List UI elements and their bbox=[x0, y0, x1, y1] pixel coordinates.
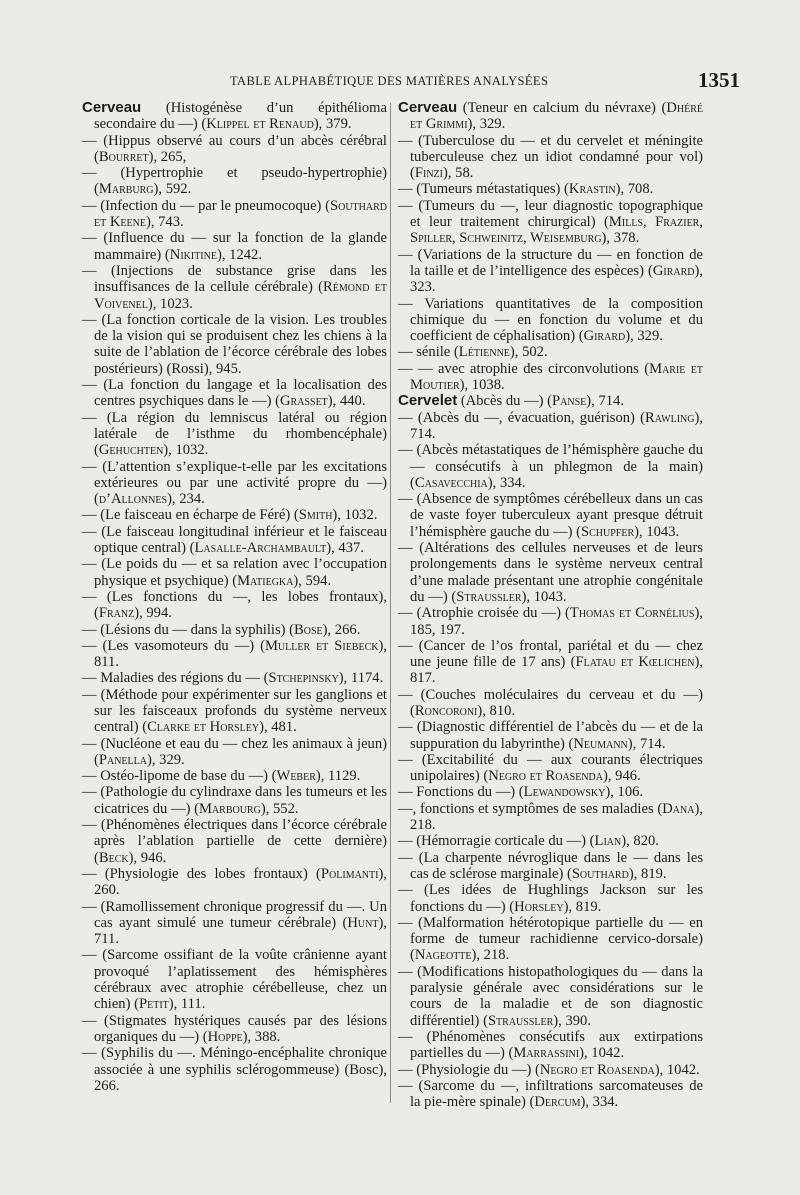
index-entry bbox=[398, 361, 703, 394]
index-entry bbox=[82, 622, 387, 638]
entry-text: — (Modifications histopathologiques du — dans la paralysie générale avec considérations sur le cours de la maladie et de son diagnostic différentiel) ( bbox=[398, 963, 703, 1029]
entry-author: Southard et Keene bbox=[94, 197, 387, 231]
entry-author: Létienne bbox=[458, 344, 510, 361]
entry-text: — (Malformation hétérotopique partielle du — en forme de tumeur rachidienne cervico-dorsale) ( bbox=[398, 914, 703, 964]
page-header bbox=[80, 68, 740, 98]
entry-text: ), 594. bbox=[293, 572, 332, 589]
entry-text: — (Méthode pour expérimenter sur les ganglions et sur les faisceaux profonds du système nerveux central) ( bbox=[82, 686, 387, 736]
entry-text: — (Excitabilité du — aux courants électriques unipolaires) ( bbox=[398, 751, 703, 785]
right-column bbox=[398, 100, 703, 1110]
index-entry bbox=[398, 850, 703, 883]
entry-text: — (Variations de la structure du — en fonction de la taille et de l’intelligence des espèces) ( bbox=[398, 246, 703, 279]
entry-text: — Fonctions du —) ( bbox=[398, 784, 524, 801]
entry-text: — (Abcès métastatiques de l’hémisphère gauche du — consécutifs à un phlegmon de la main) ( bbox=[398, 442, 703, 491]
index-entry bbox=[398, 247, 703, 296]
page-number: 1351 bbox=[698, 68, 740, 92]
entry-text: — (Le faisceau longitudinal inférieur et le faisceau optique central) ( bbox=[82, 523, 387, 557]
entry-text: — (Tumeurs du —, leur diagnostic topographique et leur traitement chirurgical) ( bbox=[398, 197, 703, 231]
index-entry bbox=[398, 638, 703, 687]
entry-author: Dhéré et Grimmi bbox=[410, 100, 703, 133]
entry-text: — (Sarcome du —, infiltrations sarcomateuses de la pie-mère spinale) ( bbox=[398, 1077, 703, 1111]
entry-text: — (Syphilis du —. Méningo-encéphalite chronique associée à une syphilis sclérogommeuse) (Bosc), 266. bbox=[82, 1045, 387, 1094]
entry-text: — (Phénomènes consécutifs aux extirpations partielles du —) ( bbox=[398, 1028, 703, 1062]
entry-author: Marrassini bbox=[513, 1045, 580, 1062]
index-entry bbox=[82, 589, 387, 622]
entry-author: Roncoroni bbox=[414, 702, 478, 719]
entry-text: — (Physiologie des lobes frontaux) ( bbox=[82, 865, 321, 882]
index-entry bbox=[398, 915, 703, 964]
entry-text: — (Abcès du —, évacuation, guérison) ( bbox=[398, 409, 645, 426]
entry-text: — (Pathologie du cylindraxe dans les tumeurs et les cicatrices du —) ( bbox=[82, 784, 387, 817]
entry-author: Dana bbox=[662, 800, 695, 817]
entry-text: — (L’attention s’explique-t-elle par les excitations extérieures ou par une activité propre du —) ( bbox=[82, 458, 387, 508]
entry-author: Matiegka bbox=[237, 572, 294, 589]
index-entry bbox=[82, 410, 387, 459]
entry-author: Stchepinsky bbox=[268, 670, 339, 687]
entry-author: Schupfer bbox=[581, 523, 635, 540]
index-entry bbox=[82, 947, 387, 1012]
entry-text: ), 946. bbox=[603, 768, 641, 785]
entry-text: ), 819. bbox=[628, 865, 667, 882]
entry-author: Marbourg bbox=[198, 800, 261, 817]
entry-text: — (Stigmates hystériques causés par des lésions organiques du —) ( bbox=[82, 1012, 387, 1045]
entry-text: — Ostéo-lipome de base du —) ( bbox=[82, 768, 277, 785]
column-divider bbox=[390, 103, 391, 1103]
entry-author: Lasalle-Archambault bbox=[194, 540, 327, 557]
index-entry bbox=[398, 198, 703, 247]
entry-text: (Teneur en calcium du névraxe) ( bbox=[457, 100, 667, 116]
entry-author: Straussler bbox=[456, 588, 522, 605]
entry-author: Nikitine bbox=[169, 246, 217, 263]
entry-author: Negro et Roasenda bbox=[539, 1061, 655, 1078]
entry-text: ), 1043. bbox=[521, 588, 567, 605]
index-entry bbox=[398, 833, 703, 849]
entry-text: — (Influence du — sur la fonction de la glande mammaire) ( bbox=[82, 230, 387, 263]
index-entry bbox=[398, 393, 703, 409]
entry-text: ), 1042. bbox=[654, 1061, 700, 1078]
entry-text: ), 378. bbox=[601, 230, 640, 247]
entry-author: Bourret bbox=[98, 148, 149, 165]
entry-text: — (Cancer de l’os frontal, pariétal et du — chez une jeune fille de 17 ans) ( bbox=[398, 637, 703, 671]
index-entry bbox=[82, 133, 387, 166]
entry-author: Grasset bbox=[280, 393, 328, 410]
entry-text: — (Lésions du — dans la syphilis) ( bbox=[82, 621, 294, 638]
entry-text: — (Phénomènes électriques dans l’écorce cérébrale après l’ablation partielle de cette dernière) ( bbox=[82, 817, 387, 866]
entry-text: ), 390. bbox=[553, 1012, 591, 1029]
index-entry bbox=[398, 491, 703, 540]
entry-text: ), 711. bbox=[94, 914, 387, 948]
index-entry bbox=[82, 638, 387, 671]
index-entry bbox=[82, 198, 387, 231]
index-entry bbox=[398, 1078, 703, 1111]
entry-author: Polimanti bbox=[320, 865, 379, 882]
entry-author: Bose bbox=[294, 621, 323, 638]
index-entry bbox=[82, 165, 387, 198]
entry-text: — (Les vasomoteurs du —) ( bbox=[82, 637, 265, 654]
entry-author: Muller et Siebeck bbox=[264, 637, 379, 654]
entry-text: (Histogénèse d’un épithélioma secondaire du —) ( bbox=[94, 100, 387, 133]
index-entry bbox=[82, 899, 387, 948]
entry-text: — Maladies des régions du — ( bbox=[82, 670, 269, 687]
entry-text: ), 388. bbox=[242, 1028, 281, 1045]
entry-heading: Cerveau bbox=[82, 99, 142, 116]
entry-text: — (Injections de substance grise dans les insuffisances de la cellule cérébrale) ( bbox=[82, 262, 387, 296]
entry-author: Hoppe bbox=[207, 1028, 243, 1045]
entry-author: Hunt bbox=[347, 914, 379, 931]
entry-text: ), 811. bbox=[94, 637, 387, 671]
entry-text: ), 1043. bbox=[634, 523, 680, 540]
index-entry bbox=[398, 719, 703, 752]
entry-author: Gehuchten bbox=[98, 442, 164, 459]
index-entry bbox=[398, 605, 703, 638]
entry-author: Smith bbox=[298, 507, 333, 524]
entry-text: ), 234. bbox=[167, 491, 205, 508]
entry-text: — (Le faisceau en écharpe de Féré) ( bbox=[82, 507, 299, 524]
index-entry bbox=[398, 752, 703, 785]
index-entry bbox=[82, 263, 387, 312]
entry-text: ), 1038. bbox=[459, 377, 505, 394]
index-entry bbox=[398, 784, 703, 800]
entry-text: ), 266. bbox=[322, 621, 361, 638]
entry-heading: Cerveau bbox=[398, 99, 458, 116]
index-entry bbox=[82, 230, 387, 263]
index-entry bbox=[398, 442, 703, 491]
index-entry bbox=[398, 964, 703, 1029]
index-entry bbox=[82, 1013, 387, 1046]
index-entry bbox=[82, 784, 387, 817]
entry-text: ), 502. bbox=[509, 344, 548, 361]
entry-text: ), 440. bbox=[327, 393, 366, 410]
entry-author: Beck bbox=[98, 849, 129, 866]
index-entry bbox=[398, 1029, 703, 1062]
entry-text: — (Les fonctions du —, les lobes frontaux), ( bbox=[82, 588, 387, 622]
index-entry bbox=[82, 817, 387, 866]
entry-text: — (Le poids du — et sa relation avec l’occupation physique et psychique) ( bbox=[82, 556, 387, 589]
entry-author: Horsley bbox=[514, 898, 564, 915]
entry-author: Mills, Frazier, Spiller, Schweinitz, Weisemburg bbox=[410, 214, 703, 247]
entry-author: Southard bbox=[571, 865, 629, 882]
entry-text: ), 1023. bbox=[147, 295, 193, 312]
entry-text: ), 329. bbox=[467, 116, 506, 133]
entry-text: ), 106. bbox=[605, 784, 644, 801]
entry-text: ), 334. bbox=[487, 474, 526, 491]
entry-text: — (Physiologie du —) ( bbox=[398, 1061, 540, 1078]
entry-text: ), 994. bbox=[134, 605, 172, 622]
entry-text: ), 1032. bbox=[332, 507, 378, 524]
index-entry bbox=[82, 736, 387, 769]
entry-author: Thomas et Cornélius bbox=[569, 605, 695, 622]
entry-text: ), 743. bbox=[145, 214, 184, 231]
entry-text: — (Nucléone et eau du — chez les animaux à jeun) ( bbox=[82, 735, 387, 768]
index-entry bbox=[82, 687, 387, 736]
entry-text: ), 714. bbox=[586, 393, 624, 410]
entry-text: — (Ramollissement chronique progressif du —. Un cas ayant simulé une tumeur cérébrale) ( bbox=[82, 898, 387, 931]
entry-author: Flatau et Kœlichen bbox=[575, 654, 695, 671]
entry-text: ), 437. bbox=[326, 540, 364, 557]
entry-author: Straussler bbox=[487, 1012, 554, 1029]
entry-text: ), 481. bbox=[259, 719, 297, 736]
index-entry bbox=[82, 312, 387, 377]
entry-author: Panse bbox=[552, 393, 587, 410]
entry-author: Nageotte bbox=[414, 947, 472, 964]
index-entry bbox=[398, 100, 703, 133]
entry-text: ), 111. bbox=[168, 996, 206, 1013]
entry-text: — (Infection du — par le pneumocoque) ( bbox=[82, 197, 330, 214]
entry-text: ), 218. bbox=[410, 800, 703, 834]
index-entry bbox=[398, 882, 703, 915]
entry-text: ), 946. bbox=[128, 849, 167, 866]
entry-text: ), 714. bbox=[410, 409, 703, 442]
entry-text: — (Absence de symptômes cérébelleux dans un cas de vaste foyer tuberculeux ayant presque détruit l’hémisphère gauche du —) ( bbox=[398, 491, 703, 540]
index-entry bbox=[398, 133, 703, 182]
entry-author: Weber bbox=[276, 768, 316, 785]
index-entry bbox=[82, 670, 387, 686]
entry-text: ), 1129. bbox=[315, 768, 361, 785]
index-entry bbox=[82, 100, 387, 133]
running-title: TABLE ALPHABÉTIQUE DES MATIÈRES ANALYSÉES bbox=[230, 74, 549, 88]
index-entry bbox=[398, 344, 703, 360]
entry-heading: Cervelet bbox=[398, 392, 458, 410]
entry-text: ), 260. bbox=[94, 865, 387, 899]
entry-text: — (La charpente névroglique dans le — dans les cas de sclérose marginale) ( bbox=[398, 849, 703, 882]
entry-author: Klippel et Renaud bbox=[206, 116, 314, 133]
entry-author: Dercum bbox=[534, 1094, 581, 1111]
entry-text: ), 1174. bbox=[338, 670, 384, 687]
entry-text: — (Altérations des cellules nerveuses et de leurs prolongements dans le système nerveux central d’une malade présentant une atrophie congénitale du —) ( bbox=[398, 540, 703, 605]
entry-author: Petit bbox=[138, 996, 169, 1013]
entry-text: — (Hippus observé au cours d’un abcès cérébral ( bbox=[82, 132, 387, 165]
entry-text: — (Tumeurs métastatiques) ( bbox=[398, 181, 569, 198]
entry-author: Marburg bbox=[98, 181, 154, 198]
entry-text: — (La fonction corticale de la vision. Les troubles de la vision qui se produisent chez les chiens à la suite de l’ablation de l’écorce cérébrale des lobes postérieurs) (Rossi), 945. bbox=[82, 311, 387, 377]
index-entry bbox=[82, 524, 387, 557]
entry-author: Negro et Roasenda bbox=[488, 768, 604, 785]
entry-text: — Variations quantitatives de la composition chimique du — en fonction du volume et du coefficient de céphalisation) ( bbox=[398, 295, 703, 345]
entry-text: — sénile ( bbox=[398, 344, 459, 361]
entry-author: Franz bbox=[98, 605, 135, 622]
entry-text: — (La fonction du langage et la localisation des centres psychiques dans le —) ( bbox=[82, 377, 387, 410]
index-entry bbox=[398, 296, 703, 345]
entry-author: Marie et Moutier bbox=[410, 360, 703, 394]
entry-text: ), 379. bbox=[313, 116, 352, 133]
left-column bbox=[82, 100, 387, 1094]
index-entry bbox=[82, 866, 387, 899]
entry-author: Clarke et Horsley bbox=[147, 719, 260, 736]
index-entry bbox=[398, 687, 703, 720]
entry-text: ), 185, 197. bbox=[410, 605, 703, 638]
entry-author: Casavecchia bbox=[414, 474, 488, 491]
entry-author: Krastin bbox=[568, 181, 616, 198]
index-entry bbox=[82, 459, 387, 508]
entry-text: ), 810. bbox=[477, 702, 516, 719]
entry-text: — (Couches moléculaires du cerveau et du —) ( bbox=[398, 686, 703, 719]
entry-author: Finzi bbox=[414, 165, 443, 182]
entry-text: — (Sarcome ossifiant de la voûte crânienne ayant provoqué l’aplatissement des hémisphères cérébraux avec atrophie cérébelleuse, chez un chien) ( bbox=[82, 947, 387, 1013]
entry-author: Lewandowsky bbox=[523, 784, 606, 801]
entry-author: Neumann bbox=[573, 735, 628, 752]
entry-text: ), 714. bbox=[627, 735, 666, 752]
entry-author: Panella bbox=[98, 751, 147, 768]
entry-text: — (Atrophie croisée du —) ( bbox=[398, 605, 570, 622]
entry-author: Rawling bbox=[645, 409, 695, 426]
entry-text: ), 552. bbox=[260, 800, 299, 817]
entry-text: ), 1242. bbox=[216, 246, 262, 263]
entry-text: ), 329. bbox=[625, 328, 663, 345]
index-entry bbox=[398, 410, 703, 443]
entry-text: ), 1042. bbox=[579, 1045, 625, 1062]
index-entry bbox=[82, 1045, 387, 1094]
entry-author: d’Allonnes bbox=[98, 491, 168, 508]
entry-text: — — avec atrophie des circonvolutions ( bbox=[398, 360, 650, 377]
index-entry bbox=[398, 801, 703, 834]
index-entry bbox=[398, 1062, 703, 1078]
entry-text: — (Hémorragie corticale du —) ( bbox=[398, 833, 595, 850]
entry-text: ), 218. bbox=[471, 947, 510, 964]
index-entry bbox=[398, 540, 703, 605]
entry-text: ), 1032. bbox=[163, 442, 209, 459]
entry-text: (Abcès du —) ( bbox=[457, 393, 553, 410]
entry-text: — (Tuberculose du — et du cervelet et méningite tuberculeuse chez un idiot condamné pour vol) ( bbox=[398, 132, 703, 182]
index-entry bbox=[398, 181, 703, 197]
index-entry bbox=[82, 377, 387, 410]
entry-author: Girard bbox=[652, 262, 695, 279]
entry-text: — (Hypertrophie et pseudo-hypertrophie) ( bbox=[82, 165, 387, 198]
entry-author: Rémond et Voivenel bbox=[94, 279, 388, 312]
entry-text: ), 58. bbox=[442, 165, 474, 182]
entry-text: — (Diagnostic différentiel de l’abcès du — et de la suppuration du labyrinthe) ( bbox=[398, 719, 703, 752]
entry-text: ), 820. bbox=[621, 833, 659, 850]
entry-text: — (Les idées de Hughlings Jackson sur les fonctions du —) ( bbox=[398, 882, 703, 915]
entry-author: Lian bbox=[594, 833, 622, 850]
entry-text: ), 323. bbox=[410, 262, 703, 296]
index-entry bbox=[82, 768, 387, 784]
entry-author: Girard bbox=[583, 328, 626, 345]
entry-text: —, fonctions et symptômes de ses maladies ( bbox=[398, 800, 663, 817]
entry-text: ), 819. bbox=[563, 898, 602, 915]
entry-text: ), 817. bbox=[410, 654, 704, 687]
entry-text: ), 592. bbox=[153, 181, 192, 198]
index-entry bbox=[82, 507, 387, 523]
entry-text: ), 708. bbox=[615, 181, 654, 198]
entry-text: ), 334. bbox=[580, 1094, 619, 1111]
entry-text: ), 265, bbox=[148, 148, 187, 165]
index-entry bbox=[82, 556, 387, 589]
entry-text: ), 329. bbox=[146, 751, 185, 768]
entry-text: — (La région du lemniscus latéral ou région latérale de l’isthme du rhombencéphale) ( bbox=[82, 409, 387, 459]
